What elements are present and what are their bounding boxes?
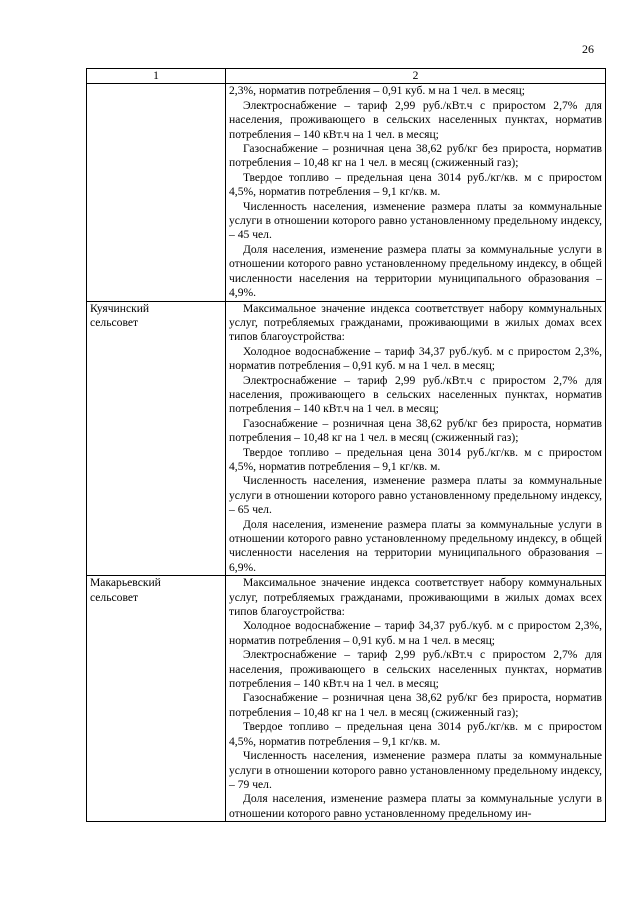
paragraph: Максимальное значение индекса соответствует набору коммунальных услуг, потребляемых гражданами, проживающими в жилых домах всех типов благоустройства: — [229, 301, 602, 344]
paragraph: Электроснабжение – тариф 2,99 руб./кВт.ч с приростом 2,7% для населения, проживающего в сельских населенных пунктах, норматив потребления – 140 кВт.ч на 1 чел. в месяц; — [229, 98, 602, 141]
paragraph: Твердое топливо – предельная цена 3014 руб./кг/кв. м с приростом 4,5%, норматив потребления – 9,1 кг/кв. м. — [229, 170, 602, 199]
paragraph: Холодное водоснабжение – тариф 34,37 руб./куб. м с приростом 2,3%, норматив потребления – 0,91 куб. м на 1 чел. в месяц; — [229, 619, 602, 647]
paragraph: Доля населения, изменение размера платы за коммунальные услуги в отношении которого равно установленному предельному ин- — [229, 792, 602, 820]
tariff-table — [86, 68, 606, 822]
header-col-1: 1 — [87, 69, 226, 84]
paragraph: Доля населения, изменение размера платы за коммунальные услуги в отношении которого равно установленному предельному индексу, в общей численности населения на территории муниципального образования – 4,9%. — [229, 242, 602, 300]
paragraph: Холодное водоснабжение – тариф 34,37 руб./куб. м с приростом 2,3%, норматив потребления – 0,91 куб. м на 1 чел. в месяц; — [229, 344, 602, 373]
location-cell — [87, 84, 226, 301]
location-name: Макарьевский — [90, 576, 161, 590]
table-header-row — [87, 69, 606, 84]
table-row — [87, 576, 606, 822]
paragraph: Газоснабжение – розничная цена 38,62 руб/кг без прироста, норматив потребления – 10,48 кг на 1 чел. в месяц (сжиженный газ); — [229, 691, 602, 719]
page-number: 26 — [582, 42, 594, 56]
paragraph: Твердое топливо – предельная цена 3014 руб./кг/кв. м с приростом 4,5%, норматив потребления – 9,1 кг/кв. м. — [229, 445, 602, 473]
paragraph: Электроснабжение – тариф 2,99 руб./кВт.ч с приростом 2,7% для населения, проживающего в сельских населенных пунктах, норматив потребления – 140 кВт.ч на 1 чел. в месяц; — [229, 373, 602, 416]
paragraph: Доля населения, изменение размера платы за коммунальные услуги в отношении которого равно установленному предельному индексу, в общей численности населения на территории муниципального образования – 6,9%. — [229, 517, 602, 574]
paragraph: Твердое топливо – предельная цена 3014 руб./кг/кв. м с приростом 4,5%, норматив потребления – 9,1 кг/кв. м. — [229, 720, 602, 748]
location-name: Куячинский — [90, 301, 150, 315]
description-cell — [226, 301, 606, 576]
paragraph: Максимальное значение индекса соответствует набору коммунальных услуг, потребляемых гражданами, проживающими в жилых домах всех типов благоустройства: — [229, 576, 602, 619]
header-col-2: 2 — [226, 69, 606, 84]
paragraph: Численность населения, изменение размера платы за коммунальные услуги в отношении которого равно установленному предельному индексу, – 45 чел. — [229, 199, 602, 242]
paragraph: Численность населения, изменение размера платы за коммунальные услуги в отношении которого равно установленному предельному индексу, – 65 чел. — [229, 474, 602, 517]
description-cell — [226, 576, 606, 822]
location-type: сельсовет — [90, 315, 139, 329]
location-cell — [87, 576, 226, 822]
paragraph: Численность населения, изменение размера платы за коммунальные услуги в отношении которого равно установленному предельному индексу, – 79 чел. — [229, 749, 602, 791]
paragraph: Газоснабжение – розничная цена 38,62 руб/кг без прироста, норматив потребления – 10,48 кг на 1 чел. в месяц (сжиженный газ); — [229, 416, 602, 445]
description-cell — [226, 84, 606, 301]
paragraph: Газоснабжение – розничная цена 38,62 руб/кг без прироста, норматив потребления – 10,48 кг на 1 чел. в месяц (сжиженный газ); — [229, 142, 602, 170]
paragraph: Электроснабжение – тариф 2,99 руб./кВт.ч с приростом 2,7% для населения, проживающего в сельских населенных пунктах, норматив потребления – 140 кВт.ч на 1 чел. в месяц; — [229, 648, 602, 691]
table-row — [87, 84, 606, 301]
location-cell — [87, 301, 226, 576]
location-type: сельсовет — [90, 590, 139, 604]
paragraph: 2,3%, норматив потребления – 0,91 куб. м на 1 чел. в месяц; — [229, 84, 525, 98]
table-row — [87, 301, 606, 576]
